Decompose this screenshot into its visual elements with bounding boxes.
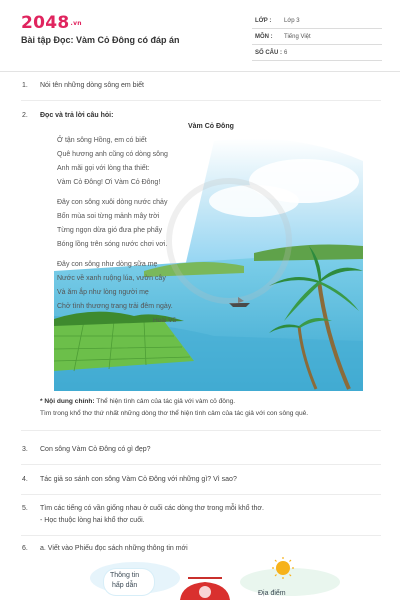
question-subtext: - Học thuộc lòng hai khổ thơ cuối. — [40, 517, 145, 524]
poem-line: Từng ngọn dừa gió đưa phe phẩy — [57, 227, 163, 234]
meta-key: MÔN : — [255, 34, 273, 40]
question-number: 4. — [22, 476, 28, 483]
meta-row-subject — [252, 30, 382, 45]
summary-label: * Nội dung chính: — [40, 398, 95, 405]
divider — [21, 535, 381, 536]
document-header — [0, 0, 400, 72]
question-text: Tìm các tiếng có vần giống nhau ở cuối các dòng thơ trong mỗi khổ thơ. — [40, 505, 264, 512]
site-logo[interactable] — [21, 13, 82, 33]
poem-line: Và ăm ắp như lòng người mẹ — [57, 289, 149, 296]
poem-line: Bốn mùa soi từng mảnh mây trời — [57, 213, 160, 220]
question-number: 5. — [22, 505, 28, 512]
poem-line: Ở tận sông Hồng, em có biết — [57, 137, 147, 144]
bubble-left-line1: Thông tin — [110, 572, 140, 579]
logo-suffix: .vn — [70, 19, 82, 27]
question-text: Con sông Vàm Cỏ Đông có gì đẹp? — [40, 446, 151, 453]
poem-line: Quê hương anh cũng có dòng sông — [57, 151, 168, 158]
poem-line: Anh mãi gọi với lòng tha thiết: — [57, 165, 150, 172]
bubble-right-label: Địa điểm — [258, 590, 286, 597]
poem-line: Chở tình thương trang trải đêm ngày. — [57, 303, 173, 310]
meta-row-count — [252, 46, 382, 61]
question-text: Tác giả so sánh con sông Vàm Cỏ Đông với những gì? Vì sao? — [40, 476, 237, 483]
document-title: Bài tập Đọc: Vàm Cỏ Đông có đáp án — [21, 35, 180, 45]
summary-text: Thể hiện tình cảm của tác giả với vàm cỏ đông. — [94, 398, 236, 405]
question-number: 1. — [22, 82, 28, 89]
poem-author: Hoài Vũ — [153, 317, 177, 324]
meta-key: SỐ CÂU : — [255, 50, 282, 56]
question-number: 2. — [22, 112, 28, 119]
poem-line: Bóng lồng trên sóng nước chơi vơi. — [57, 241, 168, 248]
meta-value: Tiếng Việt — [284, 34, 311, 40]
poem-line: Đây con sông xuôi dòng nước chảy — [57, 199, 168, 206]
poem-line: Nước về xanh ruộng lúa, vườn cây — [57, 275, 166, 282]
summary-followup: Tìm trong khổ thơ thứ nhất những dòng thơ thể hiện tình cảm của tác giả với con sông quê. — [40, 410, 309, 417]
bubble-left-line2: hấp dẫn — [112, 582, 138, 589]
question-number: 6. — [22, 545, 28, 552]
poem-line: Vàm Cỏ Đông! Ơi Vàm Cỏ Đông! — [57, 179, 161, 186]
question-text: a. Viết vào Phiếu đọc sách những thông tin mới — [40, 545, 188, 552]
divider — [21, 494, 381, 495]
logo-main: 2048 — [21, 13, 70, 33]
reading-card-labels — [0, 556, 400, 600]
question-number: 3. — [22, 446, 28, 453]
river-illustration — [54, 121, 363, 391]
meta-key: LỚP : — [255, 18, 272, 24]
poem-title: Vàm Cỏ Đông — [188, 123, 234, 130]
divider — [21, 430, 381, 431]
question-text: Nói tên những dòng sông em biết — [40, 82, 144, 89]
question-text: Đọc và trả lời câu hỏi: — [40, 112, 114, 119]
poem-line: Đây con sông như dòng sữa mẹ — [57, 261, 158, 268]
summary-main — [40, 398, 235, 405]
meta-row-grade — [252, 14, 382, 29]
meta-value: 6 — [284, 50, 288, 56]
divider — [21, 464, 381, 465]
meta-value: Lớp 3 — [284, 18, 300, 24]
divider — [21, 100, 381, 101]
